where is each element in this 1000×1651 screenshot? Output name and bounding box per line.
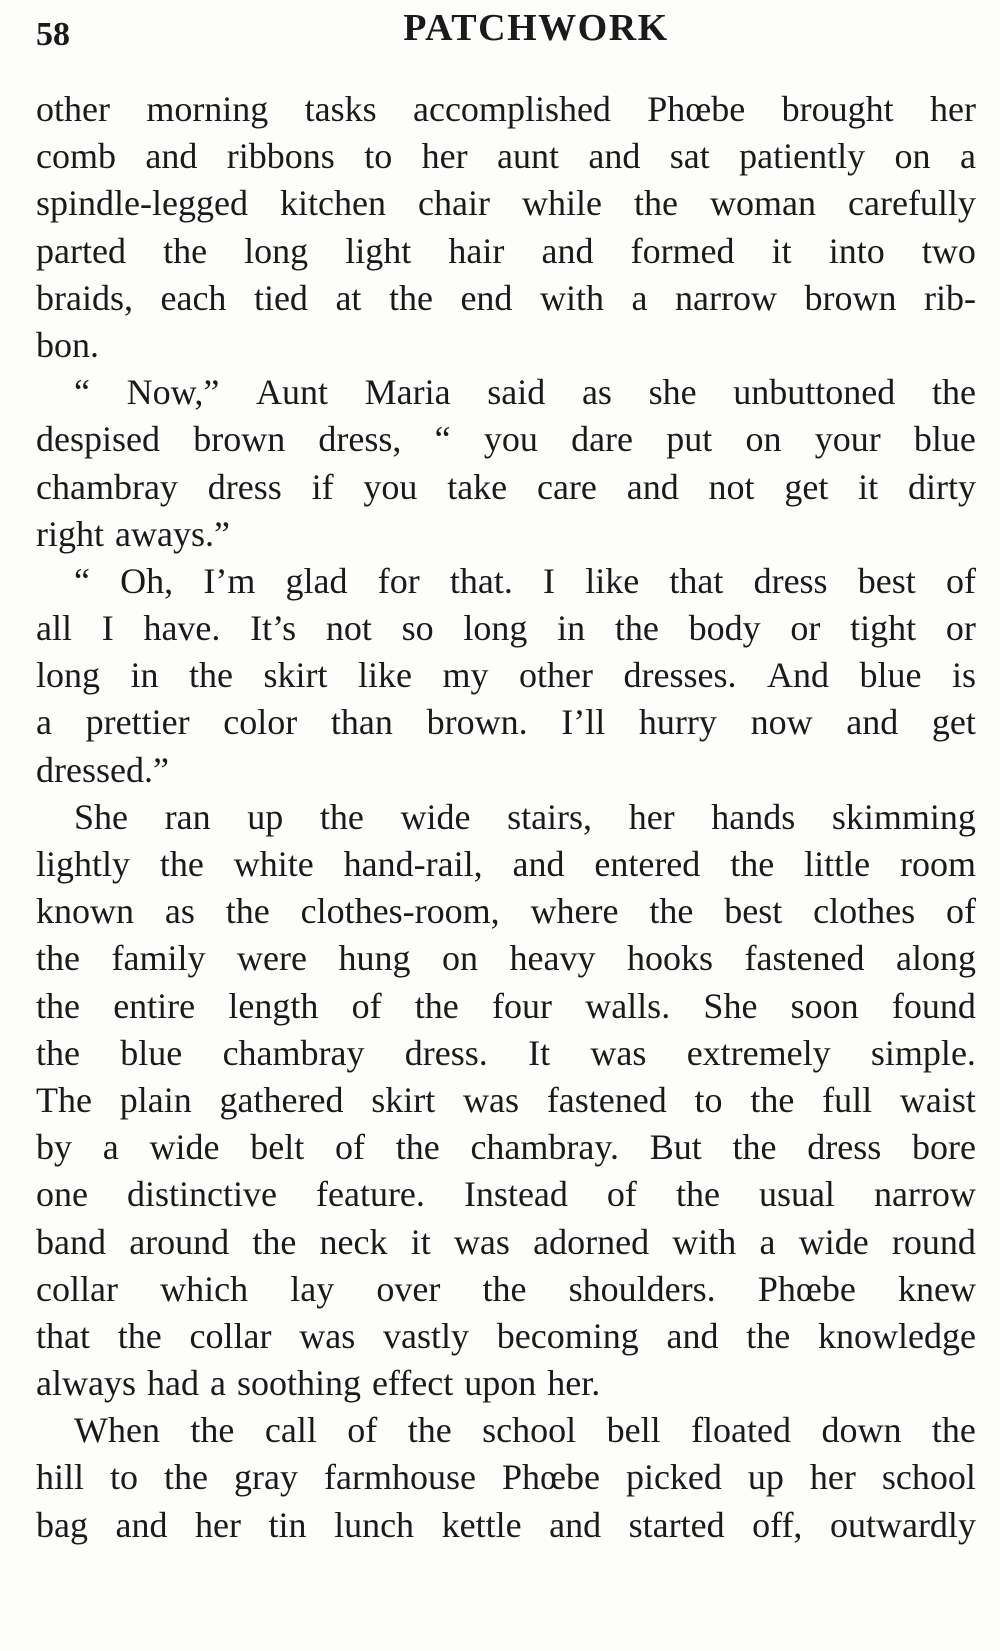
text-line: the family were hung on heavy hooks fastened along (36, 938, 976, 979)
text-line: long in the skirt like my other dresses. And blue is (36, 655, 976, 696)
text-line: that the collar was vastly becoming and the knowledge (36, 1315, 976, 1356)
text-line: parted the long light hair and formed it into two (36, 230, 976, 271)
text-line: all I have. It’s not so long in the body or tight or (36, 608, 976, 649)
text-line: one distinctive feature. Instead of the usual narrow (36, 1174, 976, 1215)
text-line: bon. (36, 324, 99, 365)
text-line: chambray dress if you take care and not get it dirty (36, 466, 976, 507)
text-line: right aways.” (36, 513, 230, 554)
text-line: She ran up the wide stairs, her hands skimming (74, 796, 976, 837)
text-line: collar which lay over the shoulders. Phœbe knew (36, 1268, 976, 1309)
text-line: “ Now,” Aunt Maria said as she unbuttoned the (74, 372, 976, 413)
text-line: bag and her tin lunch kettle and started off, outwardly (36, 1504, 976, 1545)
text-line: other morning tasks accomplished Phœbe brought her (36, 89, 976, 129)
text-line: braids, each tied at the end with a narrow brown rib- (36, 277, 976, 318)
text-line: always had a soothing effect upon her. (36, 1363, 601, 1404)
text-line: by a wide belt of the chambray. But the dress bore (36, 1127, 976, 1168)
text-line: a prettier color than brown. I’ll hurry now and get (36, 702, 976, 743)
text-line: spindle-legged kitchen chair while the woman carefully (36, 183, 976, 224)
running-head (36, 6, 976, 66)
text-line: the entire length of the four walls. She soon found (36, 985, 976, 1026)
body-text (36, 86, 976, 1549)
text-line: dressed.” (36, 749, 169, 790)
text-line: band around the neck it was adorned with a wide round (36, 1221, 976, 1262)
text-line: “ Oh, I’m glad for that. I like that dress best of (74, 560, 976, 601)
text-line: When the call of the school bell floated down the (74, 1410, 976, 1451)
text-line: lightly the white hand-rail, and entered the little room (36, 844, 976, 884)
text-line: known as the clothes-room, where the best clothes of (36, 891, 976, 932)
text-line: comb and ribbons to her aunt and sat patiently on a (36, 136, 976, 177)
text-line: despised brown dress, “ you dare put on your blue (36, 419, 976, 460)
text-line: the blue chambray dress. It was extremely simple. (36, 1032, 976, 1073)
text-line: The plain gathered skirt was fastened to the full waist (36, 1079, 976, 1120)
running-title: PATCHWORK (403, 7, 669, 49)
text-line: hill to the gray farmhouse Phœbe picked up her school (36, 1457, 976, 1498)
page-number: 58 (36, 16, 70, 53)
